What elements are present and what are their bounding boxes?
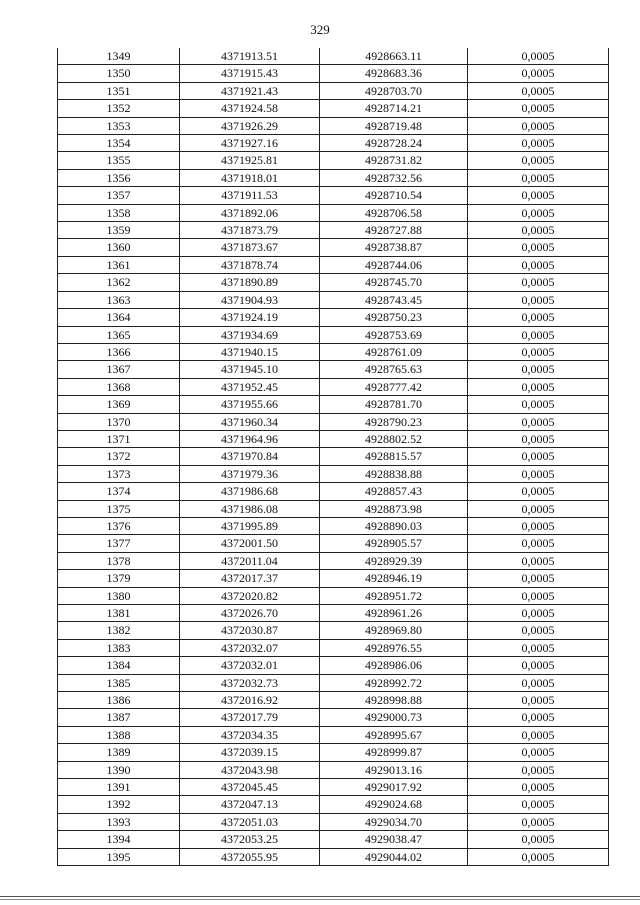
x-coordinate-cell: 4371873.79 — [180, 222, 320, 239]
table-row — [58, 48, 609, 65]
y-coordinate-cell: 4928703.70 — [320, 82, 468, 99]
x-coordinate-cell: 4371904.93 — [180, 291, 320, 308]
x-coordinate-cell: 4371952.45 — [180, 378, 320, 395]
x-coordinate-cell: 4371960.34 — [180, 413, 320, 430]
y-coordinate-cell: 4928714.21 — [320, 100, 468, 117]
y-coordinate-cell: 4928753.69 — [320, 326, 468, 343]
table-row — [58, 361, 609, 378]
y-coordinate-cell: 4929038.47 — [320, 831, 468, 848]
x-coordinate-cell: 4372020.82 — [180, 587, 320, 604]
error-cell: 0,0005 — [468, 309, 609, 326]
x-coordinate-cell: 4372001.50 — [180, 535, 320, 552]
y-coordinate-cell: 4929034.70 — [320, 813, 468, 830]
point-number-cell: 1383 — [58, 639, 180, 656]
table-row — [58, 222, 609, 239]
x-coordinate-cell: 4372026.70 — [180, 605, 320, 622]
y-coordinate-cell: 4928838.88 — [320, 465, 468, 482]
point-number-cell: 1354 — [58, 135, 180, 152]
table-row — [58, 813, 609, 830]
point-number-cell: 1371 — [58, 430, 180, 447]
y-coordinate-cell: 4928815.57 — [320, 448, 468, 465]
point-number-cell: 1380 — [58, 587, 180, 604]
point-number-cell: 1376 — [58, 517, 180, 534]
x-coordinate-cell: 4372030.87 — [180, 622, 320, 639]
point-number-cell: 1381 — [58, 605, 180, 622]
error-cell: 0,0005 — [468, 657, 609, 674]
table-row — [58, 343, 609, 360]
y-coordinate-cell: 4928728.24 — [320, 135, 468, 152]
table-row — [58, 639, 609, 656]
error-cell: 0,0005 — [468, 361, 609, 378]
x-coordinate-cell: 4371934.69 — [180, 326, 320, 343]
table-row — [58, 465, 609, 482]
table-row — [58, 239, 609, 256]
x-coordinate-cell: 4371913.51 — [180, 48, 320, 65]
error-cell: 0,0005 — [468, 448, 609, 465]
y-coordinate-cell: 4929024.68 — [320, 796, 468, 813]
footer-rule-secondary — [0, 899, 640, 900]
x-coordinate-cell: 4372051.03 — [180, 813, 320, 830]
table-row — [58, 326, 609, 343]
x-coordinate-cell: 4371986.08 — [180, 500, 320, 517]
x-coordinate-cell: 4371979.36 — [180, 465, 320, 482]
table-row — [58, 65, 609, 82]
point-number-cell: 1375 — [58, 500, 180, 517]
y-coordinate-cell: 4928946.19 — [320, 570, 468, 587]
point-number-cell: 1392 — [58, 796, 180, 813]
x-coordinate-cell: 4371878.74 — [180, 256, 320, 273]
x-coordinate-cell: 4371892.06 — [180, 204, 320, 221]
error-cell: 0,0005 — [468, 187, 609, 204]
table-row — [58, 848, 609, 865]
y-coordinate-cell: 4928951.72 — [320, 587, 468, 604]
x-coordinate-cell: 4372034.35 — [180, 726, 320, 743]
error-cell: 0,0005 — [468, 152, 609, 169]
table-row — [58, 135, 609, 152]
y-coordinate-cell: 4928731.82 — [320, 152, 468, 169]
table-row — [58, 779, 609, 796]
table-row — [58, 448, 609, 465]
point-number-cell: 1364 — [58, 309, 180, 326]
error-cell: 0,0005 — [468, 779, 609, 796]
x-coordinate-cell: 4371915.43 — [180, 65, 320, 82]
error-cell: 0,0005 — [468, 639, 609, 656]
x-coordinate-cell: 4371986.68 — [180, 483, 320, 500]
error-cell: 0,0005 — [468, 222, 609, 239]
point-number-cell: 1366 — [58, 343, 180, 360]
error-cell: 0,0005 — [468, 396, 609, 413]
x-coordinate-cell: 4371955.66 — [180, 396, 320, 413]
point-number-cell: 1386 — [58, 692, 180, 709]
error-cell: 0,0005 — [468, 326, 609, 343]
point-number-cell: 1393 — [58, 813, 180, 830]
table-row — [58, 761, 609, 778]
x-coordinate-cell: 4371926.29 — [180, 117, 320, 134]
error-cell: 0,0005 — [468, 413, 609, 430]
error-cell: 0,0005 — [468, 848, 609, 865]
point-number-cell: 1353 — [58, 117, 180, 134]
table-row — [58, 535, 609, 552]
point-number-cell: 1384 — [58, 657, 180, 674]
y-coordinate-cell: 4928995.67 — [320, 726, 468, 743]
x-coordinate-cell: 4372016.92 — [180, 692, 320, 709]
y-coordinate-cell: 4928738.87 — [320, 239, 468, 256]
x-coordinate-cell: 4371911.53 — [180, 187, 320, 204]
table-row — [58, 483, 609, 500]
error-cell: 0,0005 — [468, 117, 609, 134]
point-number-cell: 1367 — [58, 361, 180, 378]
x-coordinate-cell: 4372017.37 — [180, 570, 320, 587]
x-coordinate-cell: 4372045.45 — [180, 779, 320, 796]
error-cell: 0,0005 — [468, 239, 609, 256]
y-coordinate-cell: 4928992.72 — [320, 674, 468, 691]
error-cell: 0,0005 — [468, 343, 609, 360]
point-number-cell: 1352 — [58, 100, 180, 117]
error-cell: 0,0005 — [468, 813, 609, 830]
x-coordinate-cell: 4372055.95 — [180, 848, 320, 865]
x-coordinate-cell: 4372032.07 — [180, 639, 320, 656]
table-row — [58, 152, 609, 169]
table-row — [58, 396, 609, 413]
point-number-cell: 1370 — [58, 413, 180, 430]
y-coordinate-cell: 4929017.92 — [320, 779, 468, 796]
error-cell: 0,0005 — [468, 256, 609, 273]
table-row — [58, 796, 609, 813]
table-row — [58, 587, 609, 604]
error-cell: 0,0005 — [468, 674, 609, 691]
error-cell: 0,0005 — [468, 135, 609, 152]
x-coordinate-cell: 4372047.13 — [180, 796, 320, 813]
x-coordinate-cell: 4371995.89 — [180, 517, 320, 534]
y-coordinate-cell: 4928961.26 — [320, 605, 468, 622]
error-cell: 0,0005 — [468, 82, 609, 99]
table-row — [58, 744, 609, 761]
table-row — [58, 117, 609, 134]
table-row — [58, 309, 609, 326]
point-number-cell: 1363 — [58, 291, 180, 308]
point-number-cell: 1391 — [58, 779, 180, 796]
table-row — [58, 187, 609, 204]
y-coordinate-cell: 4928761.09 — [320, 343, 468, 360]
error-cell: 0,0005 — [468, 465, 609, 482]
y-coordinate-cell: 4928873.98 — [320, 500, 468, 517]
y-coordinate-cell: 4928719.48 — [320, 117, 468, 134]
error-cell: 0,0005 — [468, 831, 609, 848]
point-number-cell: 1373 — [58, 465, 180, 482]
x-coordinate-cell: 4372039.15 — [180, 744, 320, 761]
x-coordinate-cell: 4372053.25 — [180, 831, 320, 848]
point-number-cell: 1372 — [58, 448, 180, 465]
y-coordinate-cell: 4928969.80 — [320, 622, 468, 639]
error-cell: 0,0005 — [468, 483, 609, 500]
y-coordinate-cell: 4928663.11 — [320, 48, 468, 65]
y-coordinate-cell: 4929000.73 — [320, 709, 468, 726]
point-number-cell: 1374 — [58, 483, 180, 500]
point-number-cell: 1350 — [58, 65, 180, 82]
point-number-cell: 1368 — [58, 378, 180, 395]
point-number-cell: 1389 — [58, 744, 180, 761]
point-number-cell: 1395 — [58, 848, 180, 865]
point-number-cell: 1390 — [58, 761, 180, 778]
y-coordinate-cell: 4928905.57 — [320, 535, 468, 552]
x-coordinate-cell: 4371925.81 — [180, 152, 320, 169]
table-row — [58, 726, 609, 743]
error-cell: 0,0005 — [468, 622, 609, 639]
y-coordinate-cell: 4928743.45 — [320, 291, 468, 308]
error-cell: 0,0005 — [468, 761, 609, 778]
table-row — [58, 82, 609, 99]
y-coordinate-cell: 4928929.39 — [320, 552, 468, 569]
x-coordinate-cell: 4371927.16 — [180, 135, 320, 152]
x-coordinate-cell: 4371890.89 — [180, 274, 320, 291]
x-coordinate-cell: 4372032.73 — [180, 674, 320, 691]
table-row — [58, 831, 609, 848]
table-row — [58, 204, 609, 221]
point-number-cell: 1358 — [58, 204, 180, 221]
table-row — [58, 169, 609, 186]
y-coordinate-cell: 4928802.52 — [320, 430, 468, 447]
x-coordinate-cell: 4372043.98 — [180, 761, 320, 778]
error-cell: 0,0005 — [468, 744, 609, 761]
table-row — [58, 517, 609, 534]
point-number-cell: 1365 — [58, 326, 180, 343]
point-number-cell: 1356 — [58, 169, 180, 186]
point-number-cell: 1361 — [58, 256, 180, 273]
error-cell: 0,0005 — [468, 587, 609, 604]
error-cell: 0,0005 — [468, 48, 609, 65]
point-number-cell: 1394 — [58, 831, 180, 848]
point-number-cell: 1387 — [58, 709, 180, 726]
y-coordinate-cell: 4928683.36 — [320, 65, 468, 82]
y-coordinate-cell: 4928857.43 — [320, 483, 468, 500]
table-body — [58, 48, 609, 866]
error-cell: 0,0005 — [468, 169, 609, 186]
x-coordinate-cell: 4371918.01 — [180, 169, 320, 186]
y-coordinate-cell: 4928744.06 — [320, 256, 468, 273]
footer-rule — [0, 896, 640, 897]
y-coordinate-cell: 4928781.70 — [320, 396, 468, 413]
point-number-cell: 1349 — [58, 48, 180, 65]
y-coordinate-cell: 4928765.63 — [320, 361, 468, 378]
table-row — [58, 570, 609, 587]
error-cell: 0,0005 — [468, 204, 609, 221]
point-number-cell: 1360 — [58, 239, 180, 256]
y-coordinate-cell: 4929044.02 — [320, 848, 468, 865]
error-cell: 0,0005 — [468, 65, 609, 82]
table-row — [58, 256, 609, 273]
y-coordinate-cell: 4928706.58 — [320, 204, 468, 221]
table-row — [58, 413, 609, 430]
table-row — [58, 622, 609, 639]
x-coordinate-cell: 4372011.04 — [180, 552, 320, 569]
error-cell: 0,0005 — [468, 378, 609, 395]
table-row — [58, 378, 609, 395]
y-coordinate-cell: 4928777.42 — [320, 378, 468, 395]
table-row — [58, 274, 609, 291]
error-cell: 0,0005 — [468, 517, 609, 534]
x-coordinate-cell: 4372017.79 — [180, 709, 320, 726]
y-coordinate-cell: 4928750.23 — [320, 309, 468, 326]
table-row — [58, 657, 609, 674]
y-coordinate-cell: 4928727.88 — [320, 222, 468, 239]
point-number-cell: 1385 — [58, 674, 180, 691]
point-number-cell: 1388 — [58, 726, 180, 743]
point-number-cell: 1382 — [58, 622, 180, 639]
y-coordinate-cell: 4928710.54 — [320, 187, 468, 204]
y-coordinate-cell: 4928999.87 — [320, 744, 468, 761]
point-number-cell: 1355 — [58, 152, 180, 169]
x-coordinate-cell: 4371970.84 — [180, 448, 320, 465]
error-cell: 0,0005 — [468, 500, 609, 517]
table-row — [58, 709, 609, 726]
error-cell: 0,0005 — [468, 274, 609, 291]
error-cell: 0,0005 — [468, 430, 609, 447]
table-row — [58, 500, 609, 517]
page-number: 329 — [310, 22, 330, 37]
error-cell: 0,0005 — [468, 605, 609, 622]
y-coordinate-cell: 4928998.88 — [320, 692, 468, 709]
table-row — [58, 674, 609, 691]
coordinates-table — [57, 48, 609, 866]
error-cell: 0,0005 — [468, 291, 609, 308]
table-row — [58, 430, 609, 447]
point-number-cell: 1379 — [58, 570, 180, 587]
y-coordinate-cell: 4928732.56 — [320, 169, 468, 186]
point-number-cell: 1359 — [58, 222, 180, 239]
x-coordinate-cell: 4371940.15 — [180, 343, 320, 360]
table-row — [58, 692, 609, 709]
x-coordinate-cell: 4372032.01 — [180, 657, 320, 674]
point-number-cell: 1362 — [58, 274, 180, 291]
error-cell: 0,0005 — [468, 709, 609, 726]
x-coordinate-cell: 4371964.96 — [180, 430, 320, 447]
y-coordinate-cell: 4928790.23 — [320, 413, 468, 430]
x-coordinate-cell: 4371945.10 — [180, 361, 320, 378]
error-cell: 0,0005 — [468, 726, 609, 743]
x-coordinate-cell: 4371924.58 — [180, 100, 320, 117]
y-coordinate-cell: 4928986.06 — [320, 657, 468, 674]
point-number-cell: 1369 — [58, 396, 180, 413]
error-cell: 0,0005 — [468, 100, 609, 117]
point-number-cell: 1357 — [58, 187, 180, 204]
table-row — [58, 100, 609, 117]
x-coordinate-cell: 4371873.67 — [180, 239, 320, 256]
x-coordinate-cell: 4371924.19 — [180, 309, 320, 326]
table-row — [58, 291, 609, 308]
point-number-cell: 1351 — [58, 82, 180, 99]
point-number-cell: 1378 — [58, 552, 180, 569]
error-cell: 0,0005 — [468, 535, 609, 552]
error-cell: 0,0005 — [468, 796, 609, 813]
table-row — [58, 605, 609, 622]
y-coordinate-cell: 4928976.55 — [320, 639, 468, 656]
error-cell: 0,0005 — [468, 570, 609, 587]
x-coordinate-cell: 4371921.43 — [180, 82, 320, 99]
error-cell: 0,0005 — [468, 552, 609, 569]
y-coordinate-cell: 4928745.70 — [320, 274, 468, 291]
y-coordinate-cell: 4928890.03 — [320, 517, 468, 534]
y-coordinate-cell: 4929013.16 — [320, 761, 468, 778]
point-number-cell: 1377 — [58, 535, 180, 552]
table-row — [58, 552, 609, 569]
error-cell: 0,0005 — [468, 692, 609, 709]
